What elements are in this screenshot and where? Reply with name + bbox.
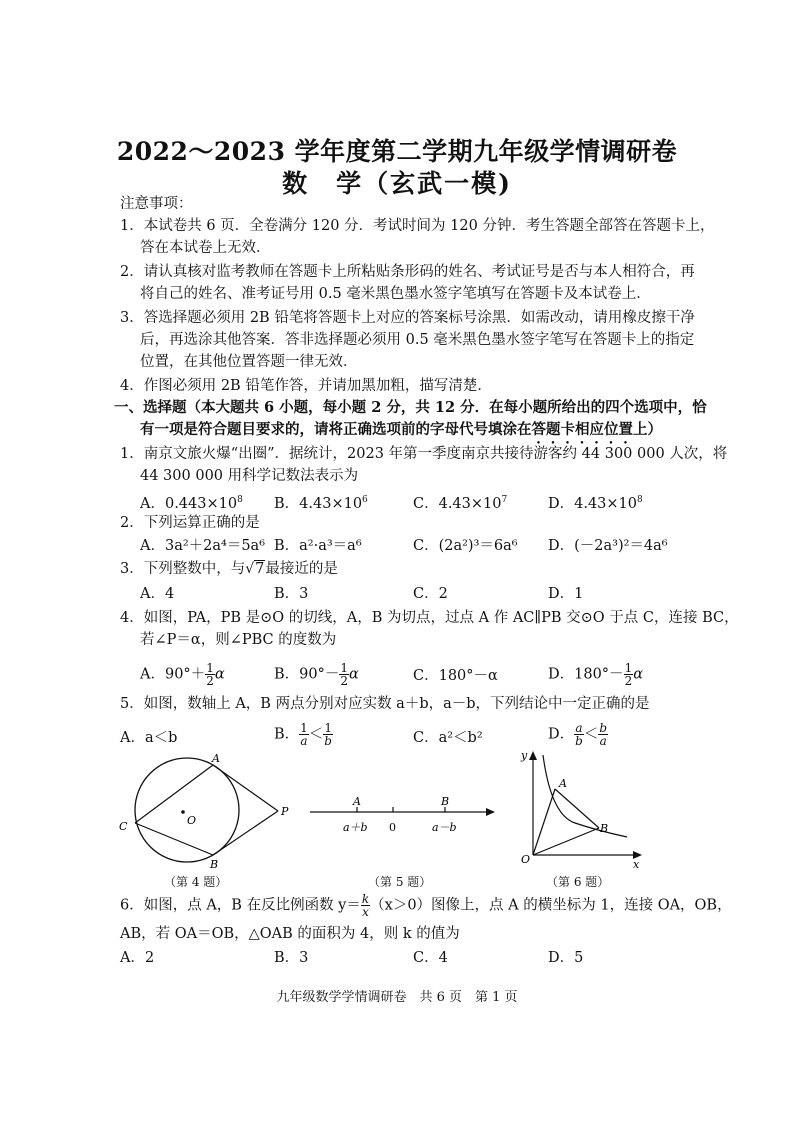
page-subtitle: 数 学（玄武一模) [282, 169, 512, 198]
q6-option-b: B．3 [274, 950, 309, 966]
section-1-heading-emphasis: 答题卡相应位置 [531, 421, 633, 438]
fig4-chord-ac [135, 765, 213, 823]
fig6-label-a: A [559, 777, 567, 790]
q5-option-d: D． $\frac{a}{b}$ ＜ $\frac{b}{a}$ [548, 721, 608, 748]
q4-line-2: 若∠P＝α，则∠PBC 的度数为 [140, 632, 337, 648]
q1-line-1: 1．南京文旅火爆“出圈”．据统计，2023 年第一季度南京共接待游客约 44 300 000 人次，将 [120, 446, 728, 462]
notice-4-line-1: 4．作图必须用 2B 铅笔作答，并请加黑加粗，描写清楚． [120, 378, 492, 394]
q3-option-b: B．3 [274, 586, 309, 602]
q5-stem: 5．如图，数轴上 A，B 两点分别对应实数 a＋b，a－b，下列结论中一定正确的是 [120, 696, 650, 712]
fig6-y-arrow [529, 751, 537, 760]
fig5-label-amb: a－b [432, 821, 457, 834]
fig5-arrow [486, 808, 495, 816]
notice-3-line-3: 位置，在其他位置答题一律无效． [140, 354, 358, 370]
q6-line-1: 6．如图，点 A，B 在反比例函数 y＝ $\frac{k}{x}$ （x＞0）图像上，点 A 的横坐标为 1，连接 OA，OB， [120, 892, 732, 919]
fig6-segment-ab [555, 789, 599, 828]
notice-2-line-2: 将自己的姓名、准考证号用 0.5 毫米黑色墨水签字笔填写在答题卡及本试卷上． [140, 286, 651, 302]
notice-1-line-1: 1．本试卷共 6 页．全卷满分 120 分．考试时间为 120 分钟．考生答题全部答在答题卡上， [120, 218, 715, 234]
page-title: 2022～2023 学年度第二学期九年级学情调研卷 [116, 137, 678, 166]
notice-2-line-1: 2．请认真核对监考教师在答题卡上所粘贴条形码的姓名、考试证号是否与本人相符合，再 [120, 264, 695, 280]
q4-option-a: A．90°＋ $\frac{1}{2}$ α [140, 661, 225, 688]
figure-4-caption: （第 4 题） [164, 875, 228, 889]
fig4-tangent-pb [213, 811, 278, 855]
q4-line-1: 4．如图，PA，PB 是⊙O 的切线，A，B 为切点，过点 A 作 AC∥PB 交⊙O 于点 C，连接 BC， [120, 610, 739, 626]
fig4-label-c: C [119, 820, 128, 833]
fig6-label-b: B [600, 822, 609, 835]
notice-1-line-2: 答在本试卷上无效． [140, 240, 271, 256]
section-1-heading-line-2 [140, 420, 662, 447]
q1-option-a: A．$0.443\times 10^8$ [140, 495, 243, 512]
section-1-heading-line-1: 一、选择题（本大题共 6 小题，每小题 2 分，共 12 分．在每小题所给出的四个选项中，恰 [114, 399, 707, 416]
fig5-label-a: A [353, 795, 361, 808]
fig6-hyperbola [543, 755, 627, 837]
q5-option-c: C．a²＜b² [413, 730, 483, 746]
fig5-label-apb: a＋b [343, 821, 368, 834]
q3-option-a: A．4 [140, 586, 175, 602]
fig6-segment-oa [533, 789, 555, 855]
figure-6-caption: （第 6 题） [546, 875, 610, 889]
fig4-tangent-pa [213, 765, 278, 811]
q3-option-d: D．1 [548, 586, 584, 602]
q2-option-d: D．(－2a³)²＝4a⁶ [548, 538, 668, 554]
q2-option-c: C．(2a²)³＝6a⁶ [413, 538, 518, 554]
fig5-label-zero: 0 [389, 821, 396, 834]
sqrt-sign: √ [245, 561, 255, 577]
fig4-center-dot [181, 810, 185, 814]
fig4-circle [135, 758, 239, 862]
q1-option-d: D．$4.43\times 10^8$ [548, 495, 643, 512]
q2-stem: 2．下列运算正确的是 [120, 515, 260, 531]
q1-option-b: B．$4.43\times 10^6$ [274, 495, 368, 512]
fig4-label-o: O [187, 814, 197, 827]
fig4-label-b: B [210, 858, 219, 871]
q5-option-b: B． $\frac{1}{a}$ ＜ $\frac{1}{b}$ [274, 721, 332, 748]
q2-option-b: B．a²·a³＝a⁶ [274, 538, 362, 554]
fig6-label-x: x [633, 858, 640, 871]
q1-option-c: C．$4.43\times 10^7$ [413, 495, 508, 512]
fig6-label-o: O [521, 853, 531, 866]
section-1-heading-part-c: 上） [633, 421, 662, 438]
notice-heading: 注意事项： [120, 196, 193, 212]
figure-5-caption: （第 5 题） [368, 875, 432, 889]
figure-4 [115, 748, 295, 873]
q1-line-2: 44 300 000 用科学记数法表示为 [140, 468, 359, 484]
q4-option-d: D．180°－ $\frac{1}{2}$ α [548, 661, 643, 688]
notice-3-line-1: 3．答选择题必须用 2B 铅笔将答题卡上对应的答案标号涂黑．如需改动，请用橡皮擦干净 [120, 310, 695, 326]
section-1-heading-part-a: 有一项是符合题目要求的，请将正确选项前的字母代号填涂在 [140, 421, 532, 438]
q2-option-a: A．3a²＋2a⁴＝5a⁶ [140, 538, 266, 554]
q3-option-c: C．2 [413, 586, 448, 602]
fig5-label-b: B [441, 795, 450, 808]
fig6-label-y: y [521, 749, 528, 762]
q5-option-a: A．a＜b [120, 730, 178, 746]
notice-3-line-2: 后，再选涂其他答案．答非选择题必须用 0.5 毫米黑色墨水签字笔写在答题卡上的指定 [140, 332, 695, 348]
fig4-label-p: P [281, 805, 289, 818]
q4-option-b: B．90°－ $\frac{1}{2}$ α [274, 661, 359, 688]
sqrt-radicand: 7 [255, 561, 265, 577]
page-footer: 九年级数学学情调研卷 共 6 页 第 1 页 [276, 990, 518, 1005]
figure-5 [305, 790, 500, 840]
figure-6 [515, 745, 650, 873]
q4-option-c: C．180°－α [413, 668, 498, 684]
q6-option-d: D．5 [548, 950, 584, 966]
fig4-chord-bc [135, 823, 213, 855]
fig4-label-a: A [212, 752, 220, 765]
fig6-segment-ob [533, 828, 599, 855]
q6-option-a: A．2 [120, 950, 155, 966]
q6-line-2: AB，若 OA＝OB，△OAB 的面积为 4，则 k 的值为 [120, 926, 460, 942]
q6-option-c: C．4 [413, 950, 448, 966]
q3-stem: 3．下列整数中，与√7最接近的是 [120, 561, 338, 577]
